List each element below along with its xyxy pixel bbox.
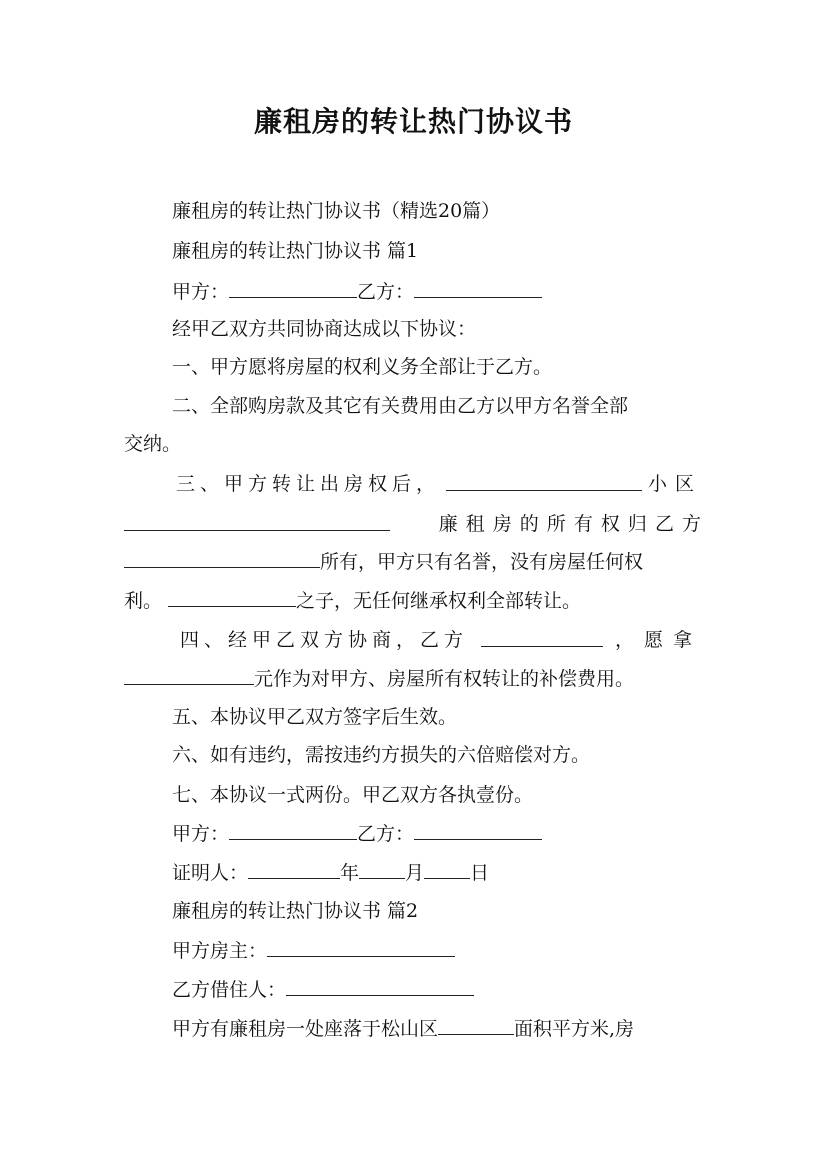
location-blank[interactable] [438,1016,514,1035]
party-b-name-blank[interactable] [481,628,603,647]
clause-4-text-a: 四、经甲乙双方协商，乙方 [180,629,469,651]
document-title: 廉租房的转让热门协议书 [253,105,573,138]
property-text-a: 甲方有廉租房一处座落于松山区 [172,1018,439,1040]
amount-blank[interactable] [124,666,254,685]
clause-4-line-2 [124,666,634,691]
community-blank[interactable] [446,472,642,491]
landlord-blank[interactable] [267,938,455,957]
party-a-blank[interactable] [229,279,357,298]
landlord-label: 甲方房主： [172,940,268,962]
witness-label: 证明人： [172,862,249,884]
party-b-sign-blank[interactable] [414,821,542,840]
clause-4-text-c: 元作为对甲方、房屋所有权转让的补偿费用。 [254,668,635,690]
clause-3-text-d: 所有，甲方只有名誉，没有房屋任何权 [320,551,644,573]
party-a-sign-blank[interactable] [229,821,357,840]
tenant-label: 乙方借住人： [172,979,287,1001]
clause-3-text-f: 之子，无任何继承权利全部转让。 [296,590,582,612]
party-b-label: 乙方： [357,281,415,303]
house-blank[interactable] [124,512,390,531]
party-b-blank[interactable] [414,279,542,298]
party-b-label-2: 乙方： [357,823,415,845]
landlord-line [172,938,455,963]
property-text-b: 面积平方米,房 [514,1018,635,1040]
month-blank[interactable] [359,860,405,879]
clause-5: 五、本协议甲乙双方签字后生效。 [172,706,458,728]
heir-blank[interactable] [168,588,296,607]
section-heading-1: 廉租房的转让热门协议书 篇1 [172,240,419,262]
party-line-2 [172,821,542,846]
month-label: 月 [405,862,425,884]
subtitle-line: 廉租房的转让热门协议书（精选20篇） [172,200,501,222]
party-line-1 [172,279,542,304]
clause-4-text-b: ，愿拿 [614,629,702,651]
tenant-blank[interactable] [286,977,474,996]
clause-3-text-e: 利。 [124,590,163,612]
section-heading-2: 廉租房的转让热门协议书 篇2 [172,900,419,922]
clause-3-text-b: 小区 [647,473,702,495]
clause-1: 一、甲方愿将房屋的权利义务全部让于乙方。 [172,356,553,378]
owner-blank[interactable] [124,549,320,568]
agreement-intro: 经甲乙双方共同协商达成以下协议： [172,318,477,340]
clause-3-line-4 [124,588,581,613]
witness-line [172,860,489,885]
clause-3-line-3 [124,549,643,574]
clause-3-line-2 [124,512,702,536]
clause-7: 七、本协议一式两份。甲乙双方各执壹份。 [172,784,534,806]
clause-6: 六、如有违约，需按违约方损失的六倍赔偿对方。 [172,744,591,766]
day-blank[interactable] [424,860,470,879]
clause-2: 二、全部购房款及其它有关费用由乙方以甲方名誉全部 [172,395,629,417]
property-line [172,1016,634,1041]
clause-2-cont: 交纳。 [124,433,182,455]
party-a-label-2: 甲方： [172,823,230,845]
party-a-label: 甲方： [172,281,230,303]
witness-blank[interactable] [248,860,340,879]
clause-3-text-a: 三、甲方转让出房权后， [176,473,441,495]
tenant-line [172,977,474,1002]
year-label: 年 [340,862,360,884]
clause-4-line-1 [180,628,702,652]
day-label: 日 [470,862,490,884]
clause-3-line-1 [176,472,702,496]
clause-3-text-c: 廉 租 房 的 所 有 权 归 乙 方 [438,513,702,535]
